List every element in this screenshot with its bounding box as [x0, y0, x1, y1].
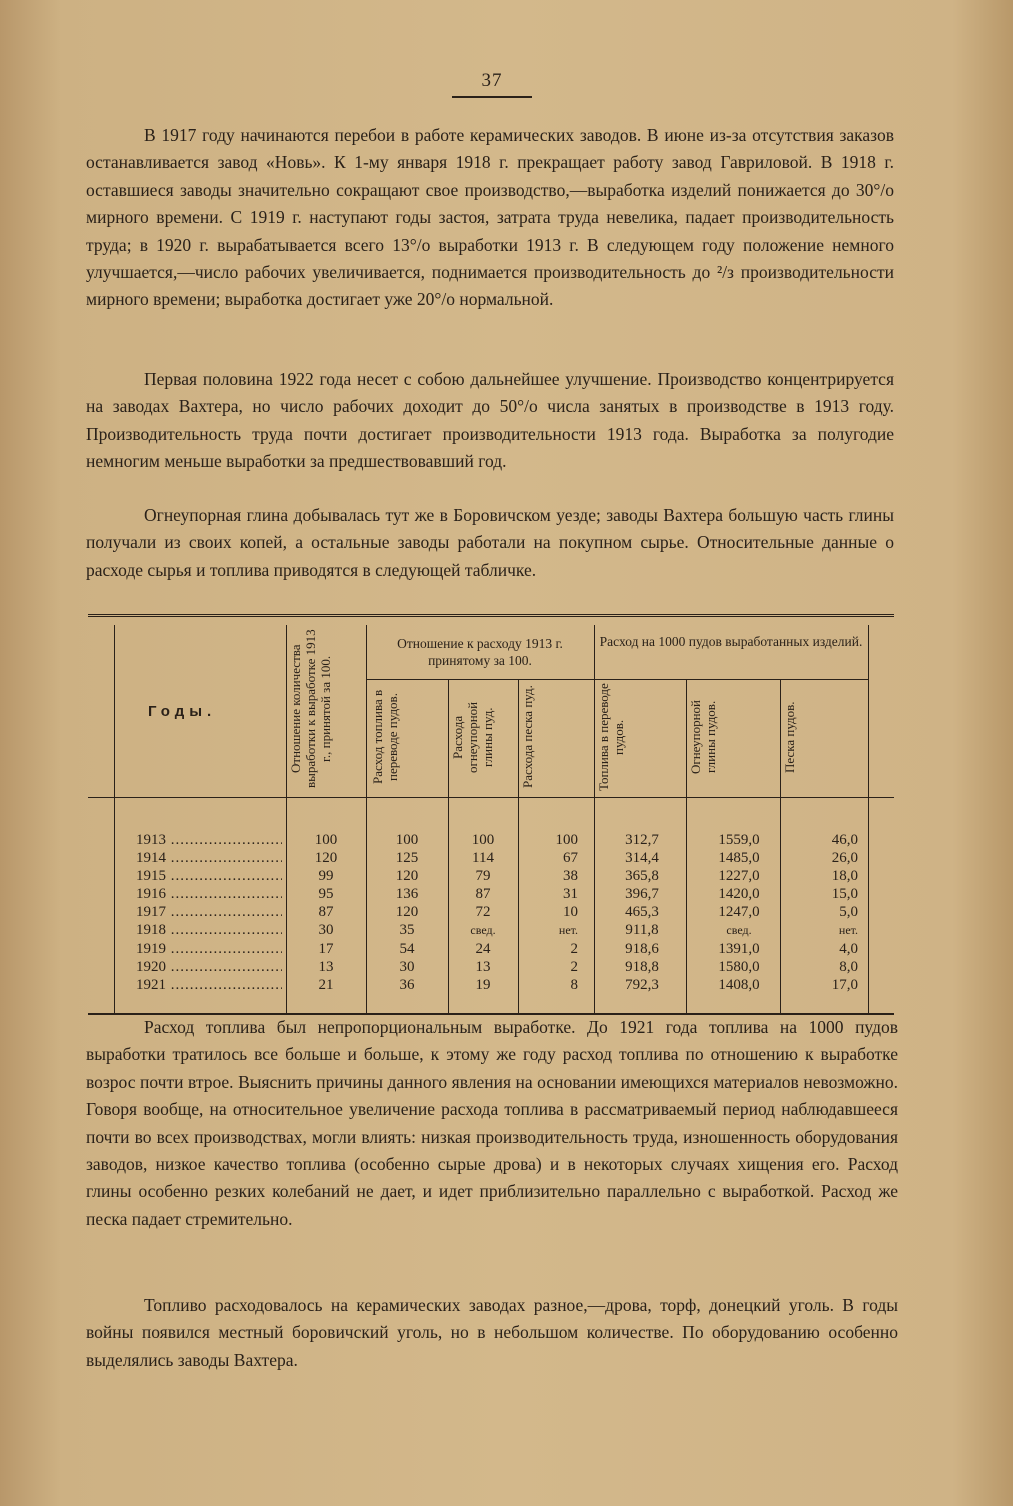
sand-cell: 8,0 [839, 958, 858, 975]
year-cell: 1917 ..... [136, 903, 282, 921]
fuel-cell: 314,4 [625, 850, 659, 867]
fuel-cell: 918,6 [625, 940, 659, 957]
clay-cell: 1420,0 [718, 886, 760, 903]
output-ratio-header: Отношение количества выработки к выработке 1913 г., принятой за 100. [288, 629, 333, 789]
clay-cell: 1391,0 [718, 940, 760, 957]
clay-ratio-cell: 114 [472, 850, 494, 867]
sand-ratio-header: Расхода песка пуд. [520, 685, 535, 789]
sand-ratio-cell: 2 [570, 940, 578, 957]
table-row [88, 831, 894, 849]
clay-ratio-cell: 72 [475, 904, 491, 921]
fuel-ratio-cell: 54 [399, 940, 415, 957]
table-row [88, 903, 894, 921]
page-number-rule [452, 96, 532, 98]
clay-ratio-cell: 87 [475, 886, 491, 903]
fuel-ratio-cell: 136 [395, 886, 419, 903]
year-cell: 1921 ..... [136, 976, 282, 994]
fuel-cell: 365,8 [625, 868, 659, 885]
table-row [88, 976, 894, 994]
sand-per-1000-header: Песка пудов. [782, 701, 797, 773]
sand-cell: 18,0 [831, 868, 858, 885]
clay-cell: 1247,0 [718, 904, 760, 921]
page-number: 37 [481, 70, 503, 91]
sand-cell: 26,0 [831, 850, 858, 867]
output-cell: 30 [318, 922, 334, 939]
sand-ratio-cell: 8 [570, 976, 578, 993]
sand-ratio-cell: 10 [563, 904, 578, 921]
clay-ratio-cell: 19 [475, 976, 491, 993]
fuel-ratio-header: Расход топлива в переводе пудов. [370, 689, 400, 785]
paragraph-3: Огнеупорная глина добывалась тут же в Боровичском уезде; заводы Вахтера большую часть глины получали из своих копей, а остальные заводы работали на покупном сырье. Относительные данные о расходе сырья и топлива приводятся в следующей табличке. [86, 505, 894, 580]
paragraph-1: В 1917 году начинаются перебои в работе керамических заводов. В июне из-за отсутствия заказов останавливается завод «Новь». К 1-му января 1918 г. прекращает работу завод Гавриловой. В 1918 г. оставшиеся заводы значительно сокращают свое производство,—выработка изделий понижается до 30°/о мирного времени. С 1919 г. наступают годы застоя, затрата труда невелика, падает производительность труда; в 1920 г. вырабатывается всего 13°/о выработки 1913 г. В следующем году положение немного улучшается,—число рабочих увеличивается, поднимается производительность до ²/з производительности мирного времени; выработка достигает уже 20°/о нормальной. [86, 125, 894, 310]
fuel-cell: 396,7 [625, 886, 659, 903]
sand-cell: 5,0 [839, 904, 858, 921]
fuel-ratio-cell: 36 [399, 976, 415, 993]
table-row [88, 849, 894, 867]
sand-ratio-cell: 2 [570, 958, 578, 975]
data-table [88, 614, 894, 1015]
table-rule [366, 679, 868, 680]
clay-ratio-cell: 24 [475, 940, 491, 957]
sand-cell: нет. [838, 923, 858, 938]
fuel-cell: 918,8 [625, 958, 659, 975]
sand-ratio-cell: нет. [558, 923, 578, 938]
clay-cell: 1485,0 [718, 850, 760, 867]
fuel-ratio-cell: 35 [399, 922, 415, 939]
clay-cell: 1559,0 [718, 832, 760, 848]
fuel-ratio-cell: 120 [395, 904, 419, 921]
clay-ratio-cell: 100 [471, 832, 495, 848]
sand-ratio-cell: 100 [555, 832, 578, 848]
sand-cell: 15,0 [831, 886, 858, 903]
clay-ratio-cell: свед. [470, 923, 496, 938]
sand-cell: 17,0 [831, 976, 858, 993]
clay-cell: 1580,0 [718, 958, 760, 975]
fuel-cell: 911,8 [625, 922, 659, 939]
clay-ratio-cell: 79 [475, 868, 491, 885]
fuel-ratio-cell: 125 [395, 850, 419, 867]
clay-cell: 1408,0 [718, 976, 760, 993]
sand-cell: 4,0 [839, 940, 858, 957]
year-cell: 1920 ..... [136, 958, 282, 976]
table-row [88, 885, 894, 903]
table-row [88, 867, 894, 885]
table-row [88, 921, 894, 939]
fuel-cell: 465,3 [625, 904, 659, 921]
year-cell: 1916 ..... [136, 885, 282, 903]
output-cell: 17 [318, 940, 334, 957]
sand-ratio-cell: 67 [563, 850, 578, 867]
fuel-cell: 792,3 [625, 976, 659, 993]
table-row [88, 958, 894, 976]
sand-ratio-cell: 31 [563, 886, 578, 903]
output-cell: 100 [314, 832, 338, 848]
table-rule [88, 797, 894, 798]
output-cell: 13 [318, 958, 334, 975]
years-header: Годы. [148, 703, 217, 720]
clay-ratio-cell: 13 [475, 958, 491, 975]
paragraph-4: Расход топлива был непропорциональным выработке. До 1921 года топлива на 1000 пудов выработки тратилось все больше и больше, к этому же году расход топлива по отношению к выработке возрос почти втрое. Выяснить причины данного явления на основании имеющихся материалов невозможно. Говоря вообще, на относительное увеличение расхода топлива в рассматриваемый период наблюдавшееся почти во всех производствах, могли влиять: низкая производительность труда, изношенность оборудования заводов, низкое качество топлива (особенно сырые дрова) и в некоторых случаях хищения его. Расход глины особенно резких колебаний не дает, и идет приблизительно параллельно с выработкой. Расход же песка падает стремительно. [86, 1017, 898, 1229]
table-row [88, 940, 894, 958]
output-cell: 21 [318, 976, 334, 993]
fuel-ratio-cell: 30 [399, 958, 415, 975]
sand-cell: 46,0 [831, 832, 858, 848]
clay-cell: свед. [726, 923, 752, 938]
fuel-cell: 312,7 [625, 832, 659, 848]
ratio-group-header: Отношение к расходу 1913 г. принятому за 100. [397, 636, 563, 668]
year-cell: 1914 ..... [136, 849, 282, 867]
year-cell: 1913 ..... [136, 831, 282, 849]
paragraph-2: Первая половина 1922 года несет с собою дальнейшее улучшение. Производство концентрируется на заводах Вахтера, но число рабочих доходит до 50°/о числа занятых в производстве в 1913 году. Производительность труда почти достигает производительности 1913 года. Выработка за полугодие немногим меньше выработки за предшествовавший год. [86, 369, 894, 472]
year-cell: 1919 ..... [136, 940, 282, 958]
output-cell: 95 [318, 886, 334, 903]
clay-cell: 1227,0 [718, 868, 760, 885]
fuel-per-1000-header: Топлива в переводе пудов. [596, 683, 626, 791]
clay-ratio-header: Расхода огнеупорной глины пуд. [450, 701, 495, 773]
year-cell: 1915 ..... [136, 867, 282, 885]
fuel-ratio-cell: 100 [395, 832, 419, 848]
output-cell: 120 [314, 850, 338, 867]
sand-ratio-cell: 38 [563, 868, 578, 885]
year-cell: 1918 ..... [136, 921, 282, 939]
fuel-ratio-cell: 120 [395, 868, 419, 885]
table-body [88, 831, 894, 994]
clay-per-1000-header: Огнеупорной глины пудов. [688, 700, 718, 774]
paragraph-5: Топливо расходовалось на керамических заводах разное,—дрова, торф, донецкий уголь. В годы войны появился местный боровичский уголь, но в небольшом количестве. По оборудованию особенно выделялись заводы Вахтера. [86, 1295, 898, 1370]
output-cell: 99 [318, 868, 334, 885]
consumption-group-header: Расход на 1000 пудов выработанных изделий. [599, 634, 863, 649]
output-cell: 87 [318, 904, 334, 921]
